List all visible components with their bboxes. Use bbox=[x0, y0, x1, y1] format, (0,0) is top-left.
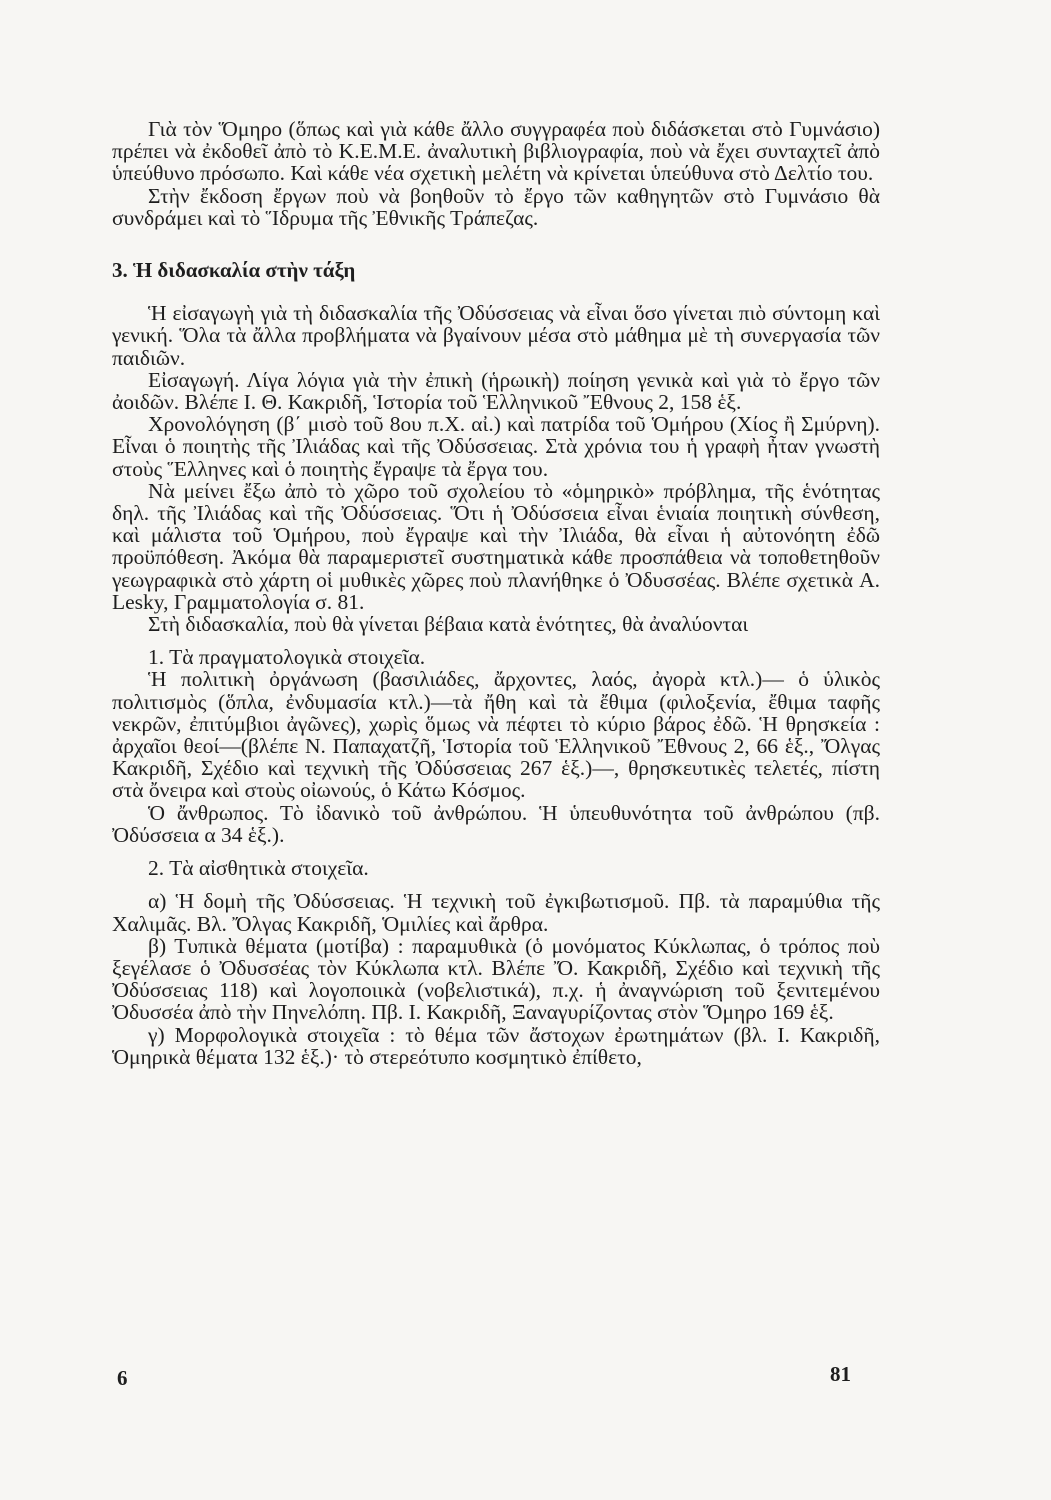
paragraph-items1-2: Ὁ ἄνθρωπος. Τὸ ἰδανικὸ τοῦ ἀνθρώπου. Ἡ ὑπευθυνότητα τοῦ ἀνθρώπου (πβ. Ὀδύσσεια α 34 ἑξ.). bbox=[112, 800, 880, 847]
paragraph-intro-2: Στὴν ἔκδοση ἔργων ποὺ νὰ βοηθοῦν τὸ ἔργο τῶν καθηγητῶν στὸ Γυμνάσιο θὰ συνδράμει καὶ τὸ Ἵδρυμα τῆς Ἐθνικῆς Τράπεζας. bbox=[112, 183, 880, 230]
body-text bbox=[112, 118, 880, 1068]
paragraph-intro-1: Γιὰ τὸν Ὅμηρο (ὅπως καὶ γιὰ κάθε ἄλλο συγγραφέα ποὺ διδάσκεται στὸ Γυμνάσιο) πρέπει νὰ ἐκδοθεῖ ἀπὸ τὸ Κ.Ε.Μ.Ε. ἀναλυτικὴ βιβλιογραφία, ποὺ νὰ ἔχει συνταχτεῖ ἀπὸ ὑπεύθυνο πρόσωπο. Καὶ κάθε νέα σχετικὴ μελέτη νὰ κρίνεται ὑπεύθυνα στὸ Δελτίο του. bbox=[112, 117, 880, 186]
paragraph-items2-3: γ) Μορφολογικὰ στοιχεῖα : τὸ θέμα τῶν ἄστοχων ἐρωτημάτων (βλ. Ι. Κακριδῆ, Ὁμηρικὰ θέματα 132 ἑξ.)· τὸ στερεότυπο κοσμητικὸ ἐπίθετο, bbox=[112, 1022, 880, 1069]
paragraph-items2-1: α) Ἡ δομὴ τῆς Ὀδύσσειας. Ἡ τεχνικὴ τοῦ ἐγκιβωτισμοῦ. Πβ. τὰ παραμύθια τῆς Χαλιμᾶς. Βλ. Ὄλγας Κακριδῆ, Ὁμιλίες καὶ ἄρθρα. bbox=[112, 889, 880, 936]
paragraph-items1-1: Ἡ πολιτικὴ ὀργάνωση (βασιλιάδες, ἄρχοντες, λαός, ἀγορὰ κτλ.)— ὁ ὑλικὸς πολιτισμὸς (ὅπλα, ἐνδυμασία κτλ.)—τὰ ἤθη καὶ τὰ ἔθιμα (φιλοξενία, ἔθιμα ταφῆς νεκρῶν, ἐπιτύμβιοι ἀγῶνες), χωρὶς ὅμως νὰ πέφτει τὸ κύριο βάρος ἐδῶ. Ἡ θρησκεία : ἀρχαῖοι θεοί—(βλέπε Ν. Παπαχατζῆ, Ἱστορία τοῦ Ἑλληνικοῦ Ἔθνους 2, 66 ἑξ., Ὄλγας Κακριδῆ, Σχέδιο καὶ τεχνικὴ τῆς Ὀδύσσειας 267 ἑξ.)—, θρησκευτικὲς τελετές, πίστη στὰ ὄνειρα καὶ στοὺς οἰωνούς, ὁ Κάτω Κόσμος. bbox=[112, 667, 880, 803]
paragraph-main-3: Χρονολόγηση (β΄ μισὸ τοῦ 8ου π.Χ. αἰ.) καὶ πατρίδα τοῦ Ὁμήρου (Χίος ἢ Σμύρνη). Εἶναι ὁ ποιητὴς τῆς Ἰλιάδας καὶ τῆς Ὀδύσσειας. Στὰ χρόνια του ἡ γραφὴ ἦταν γνωστὴ στοὺς Ἕλληνες καὶ ὁ ποιητὴς ἔγραψε τὰ ἔργα του. bbox=[112, 412, 880, 481]
list-item-2: 2. Τὰ αἰσθητικὰ στοιχεῖα. bbox=[148, 856, 369, 881]
paragraph-items2-2: β) Τυπικὰ θέματα (μοτίβα) : παραμυθικὰ (ὁ μονόματος Κύκλωπας, ὁ τρόπος ποὺ ξεγέλασε ὁ Ὀδυσσέας τὸν Κύκλωπα κτλ. Βλέπε Ὄ. Κακριδῆ, Σχέδιο καὶ τεχνικὴ τῆς Ὀδύσσειας 118) καὶ λογοποιικὰ (νοβελιστικά), π.χ. ἡ ἀναγνώριση τοῦ ξενιτεμένου Ὀδυσσέα ἀπὸ τὴν Πηνελόπη. Πβ. Ι. Κακριδῆ, Ξαναγυρίζοντας στὸν Ὅμηρο 169 ἑξ. bbox=[112, 933, 880, 1025]
list-item-1: 1. Τὰ πραγματολογικὰ στοιχεῖα. bbox=[148, 645, 426, 670]
page-number: 81 bbox=[830, 1362, 851, 1386]
paragraph-main-5: Στὴ διδασκαλία, ποὺ θὰ γίνεται βέβαια κατὰ ἑνότητες, θὰ ἀναλύονται bbox=[148, 612, 749, 637]
paragraph-main-1: Ἡ εἰσαγωγὴ γιὰ τὴ διδασκαλία τῆς Ὀδύσσειας νὰ εἶναι ὅσο γίνεται πιὸ σύντομη καὶ γενική. Ὅλα τὰ ἄλλα προβλήματα νὰ βγαίνουν μέσα στὸ μάθημα μὲ τὴ συνεργασία τῶν παιδιῶν. bbox=[112, 301, 880, 370]
signature-mark: 6 bbox=[117, 1366, 128, 1390]
section-heading: 3. Ἡ διδασκαλία στὴν τάξη bbox=[112, 258, 356, 283]
paragraph-main-4: Νὰ μείνει ἔξω ἀπὸ τὸ χῶρο τοῦ σχολείου τὸ «ὁμηρικὸ» πρόβλημα, τῆς ἑνότητας δηλ. τῆς Ἰλιάδας καὶ τῆς Ὀδύσσειας. Ὅτι ἡ Ὀδύσσεια εἶναι ἑνιαία ποιητικὴ σύνθεση, καὶ μάλιστα τοῦ Ὁμήρου, ποὺ ἔγραψε καὶ τὴν Ἰλιάδα, θὰ εἶναι ἡ αὐτονόητη ἐδῶ προϋπόθεση. Ἀκόμα θὰ παραμεριστεῖ συστηματικὰ κάθε προσπάθεια νὰ τοποθετηθοῦν γεωγραφικὰ στὸ χάρτη οἱ μυθικὲς χῶρες ποὺ πλανήθηκε ὁ Ὀδυσσέας. Βλέπε σχετικὰ A. Lesky, Γραμματολογία σ. 81. bbox=[112, 478, 880, 614]
paragraph-main-2: Εἰσαγωγή. Λίγα λόγια γιὰ τὴν ἐπικὴ (ἡρωικὴ) ποίηση γενικὰ καὶ γιὰ τὸ ἔργο τῶν ἀοιδῶν. Βλέπε Ι. Θ. Κακριδῆ, Ἱστορία τοῦ Ἑλληνικοῦ Ἔθνους 2, 158 ἑξ. bbox=[112, 367, 880, 415]
